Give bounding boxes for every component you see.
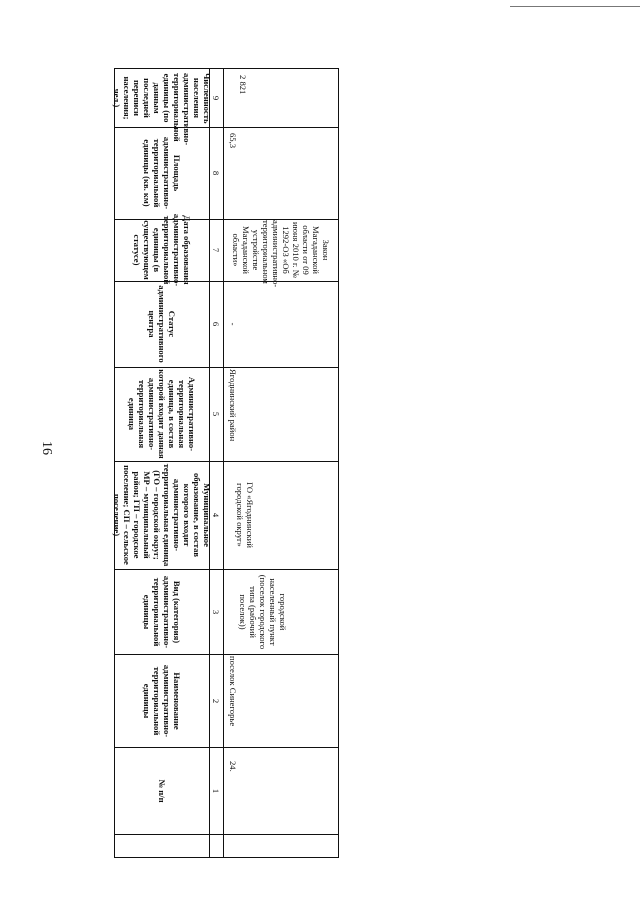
cell-area: 65,3 — [227, 133, 238, 149]
header-cell-area: Площадь административно-территориальной единицы (кв. км) — [142, 136, 182, 210]
cell-type: городской населенный пункт (поселок городского типа (рабочий поселок)) — [237, 574, 288, 649]
header-cell-index: № п/п — [157, 778, 167, 803]
column-number: 2 — [211, 698, 221, 703]
column-number: 5 — [211, 411, 221, 417]
settlement-table — [114, 68, 339, 858]
page-number: 16 — [39, 441, 54, 455]
cell-population: 2 821 — [237, 75, 248, 95]
header-cell-name: Наименование административно-территориальной единицы — [142, 664, 182, 737]
header-cell-type: Вид (категория) административно-территориальной единицы — [142, 575, 182, 648]
column-number: 1 — [211, 788, 221, 793]
column-number: 9 — [211, 95, 221, 101]
header-cell-num: Численность населения административно-территориальной единицы (по данным последней переписи населения; чел.) — [112, 73, 212, 146]
cell-parent: Ягоднинский район — [227, 369, 238, 442]
header-cell-municipal: Муниципальное образование, в состав которого входит административно-территориальная единица (ГО – городской округ; МР – муниципальный район; ГП – городское поселение; СП – сельское поселение) — [112, 463, 212, 567]
column-number: 3 — [211, 609, 221, 614]
cell-status: - — [227, 322, 238, 326]
column-number: 7 — [211, 247, 221, 253]
top-rule — [510, 6, 640, 7]
cell-date: Закон Магаданской области от 09 июня 2010 г. № 1292-ОЗ «Об административно-территориальном устройстве Магаданской области» — [230, 220, 331, 288]
header-cell-date: Дата образования административно-территориальной единицы (в существующем статусе) — [132, 213, 192, 287]
column-number: 4 — [211, 512, 221, 518]
cell-index: 24. — [227, 760, 238, 772]
column-number: 8 — [211, 170, 221, 176]
column-number: 6 — [211, 321, 221, 327]
header-cell-status: Статус административного центра — [147, 285, 177, 363]
header-cell-parent: Административно-территориальная единица, в состав которой входит данная административно-территориальная единица — [127, 369, 197, 459]
cell-municipal: ГО «Ягоднинский городской округ» — [234, 482, 255, 548]
cell-name: поселок Синегорье — [227, 655, 238, 726]
